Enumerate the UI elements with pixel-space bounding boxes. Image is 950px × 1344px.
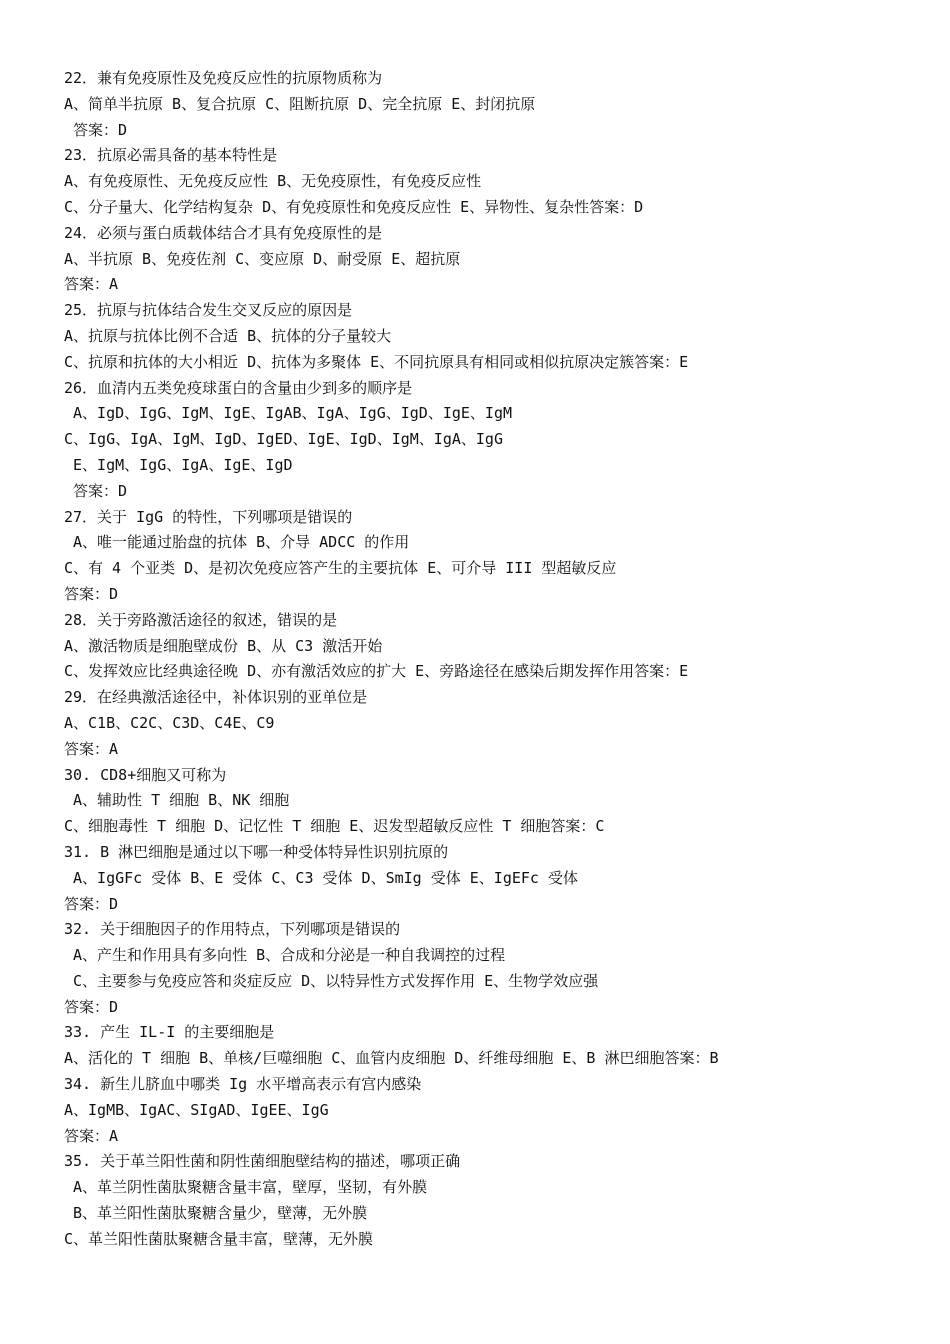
text-line: 30. CD8+细胞又可称为	[64, 765, 227, 784]
text-line: 答案：A	[64, 1126, 119, 1145]
text-line: A、IgGFc 受体 B、E 受体 C、C3 受体 D、SmIg 受体 E、IgEFc 受体	[64, 868, 578, 887]
text-line: E、IgM、IgG、IgA、IgE、IgD	[64, 455, 293, 474]
text-line: A、抗原与抗体比例不合适 B、抗体的分子量较大	[64, 326, 392, 345]
text-line: C、抗原和抗体的大小相近 D、抗体为多聚体 E、不同抗原具有相同或相似抗原决定簇答案：E	[64, 352, 689, 371]
text-line: 答案：D	[64, 894, 119, 913]
text-line: B、革兰阳性菌肽聚糖含量少，壁薄，无外膜	[64, 1204, 368, 1223]
text-line: A、辅助性 T 细胞 B、NK 细胞	[64, 791, 290, 810]
text-line: 33. 产生 IL-I 的主要细胞是	[64, 1023, 275, 1042]
text-line: 答案：A	[64, 275, 119, 294]
text-line: A、IgMB、IgAC、SIgAD、IgEE、IgG	[64, 1100, 329, 1119]
text-line: A、激活物质是细胞壁成份 B、从 C3 激活开始	[64, 636, 383, 655]
text-line: A、唯一能通过胎盘的抗体 B、介导 ADCC 的作用	[64, 533, 410, 552]
text-line: A、革兰阴性菌肽聚糖含量丰富，壁厚，坚韧，有外膜	[64, 1178, 428, 1197]
text-line: A、有免疫原性、无免疫反应性 B、无免疫原性，有免疫反应性	[64, 172, 482, 191]
text-line: A、C1B、C2C、C3D、C4E、C9	[64, 713, 275, 732]
text-line: 27．关于 IgG 的特性，下列哪项是错误的	[64, 507, 353, 526]
text-line: 28．关于旁路激活途径的叙述，错误的是	[64, 610, 338, 629]
text-line: C、细胞毒性 T 细胞 D、记忆性 T 细胞 E、迟发型超敏反应性 T 细胞答案：C	[64, 817, 605, 836]
text-line: 35. 关于革兰阳性菌和阴性菌细胞壁结构的描述，哪项正确	[64, 1152, 461, 1171]
text-line: 31. B 淋巴细胞是通过以下哪一种受体特异性识别抗原的	[64, 842, 449, 861]
text-line: C、IgG、IgA、IgM、IgD、IgED、IgE、IgD、IgM、IgA、IgG	[64, 430, 503, 449]
text-line: C、分子量大、化学结构复杂 D、有免疫原性和免疫反应性 E、异物性、复杂性答案：D	[64, 197, 644, 216]
text-line: 32. 关于细胞因子的作用特点，下列哪项是错误的	[64, 920, 401, 939]
text-line: C、主要参与免疫应答和炎症反应 D、以特异性方式发挥作用 E、生物学效应强	[64, 971, 599, 990]
text-line: 25．抗原与抗体结合发生交叉反应的原因是	[64, 301, 353, 320]
text-line: 29．在经典激活途径中，补体识别的亚单位是	[64, 688, 368, 707]
text-line: 答案：D	[64, 481, 128, 500]
text-line: 答案：D	[64, 120, 128, 139]
text-line: A、产生和作用具有多向性 B、合成和分泌是一种自我调控的过程	[64, 946, 506, 965]
text-line: C、革兰阳性菌肽聚糖含量丰富，壁薄，无外膜	[64, 1229, 374, 1248]
text-line: A、简单半抗原 B、复合抗原 C、阻断抗原 D、完全抗原 E、封闭抗原	[64, 94, 536, 113]
text-line: C、有 4 个亚类 D、是初次免疫应答产生的主要抗体 E、可介导 III 型超敏反应	[64, 559, 617, 578]
text-line: C、发挥效应比经典途径晚 D、亦有激活效应的扩大 E、旁路途径在感染后期发挥作用答案：E	[64, 662, 689, 681]
text-line: 24．必须与蛋白质载体结合才具有免疫原性的是	[64, 223, 383, 242]
text-line: 23．抗原必需具备的基本特性是	[64, 146, 278, 165]
text-line: 26．血清内五类免疫球蛋白的含量由少到多的顺序是	[64, 378, 413, 397]
text-line: 答案：D	[64, 584, 119, 603]
text-line: 22．兼有免疫原性及免疫反应性的抗原物质称为	[64, 69, 383, 87]
text-line: 答案：A	[64, 739, 119, 758]
text-line: A、活化的 T 细胞 B、单核/巨噬细胞 C、血管内皮细胞 D、纤维母细胞 E、B 淋巴细胞答案：B	[64, 1049, 719, 1068]
text-line: A、半抗原 B、免疫佐剂 C、变应原 D、耐受原 E、超抗原	[64, 249, 461, 268]
text-line: 答案：D	[64, 997, 119, 1016]
text-line: 34. 新生儿脐血中哪类 Ig 水平增高表示有宫内感染	[64, 1075, 422, 1094]
text-line: A、IgD、IgG、IgM、IgE、IgAB、IgA、IgG、IgD、IgE、IgM	[64, 404, 513, 423]
document-content	[64, 66, 894, 1253]
